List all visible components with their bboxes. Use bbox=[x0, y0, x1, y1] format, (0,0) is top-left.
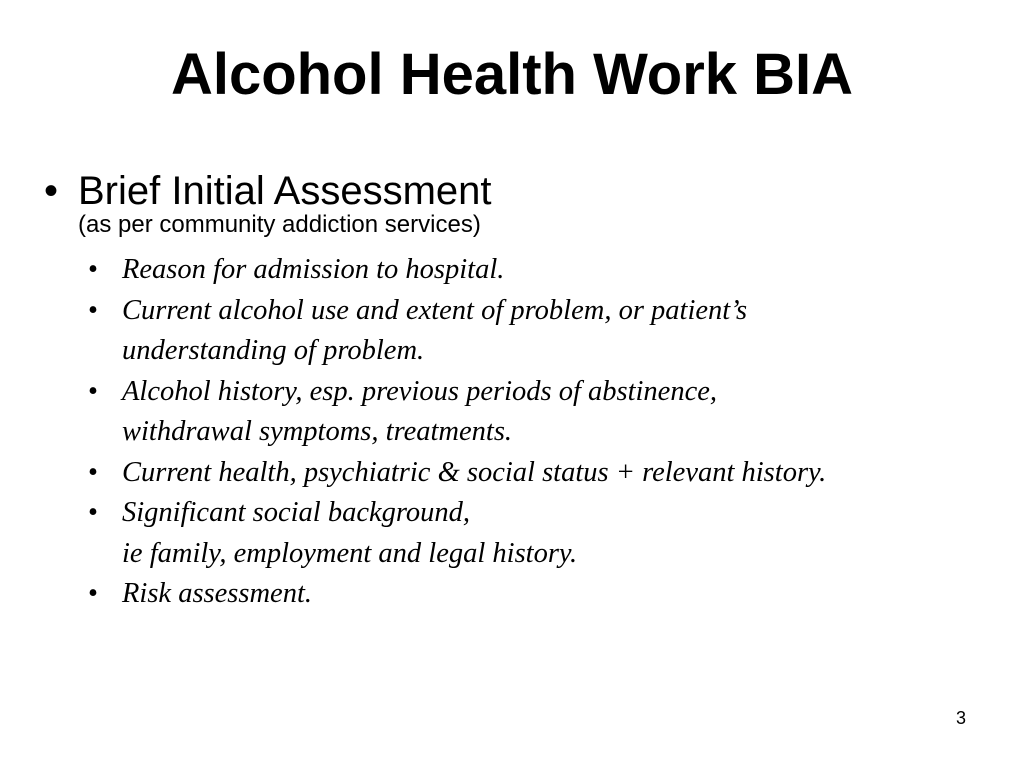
sub-bullet-item bbox=[88, 493, 984, 574]
sub-bullet-list bbox=[44, 250, 984, 615]
sub-bullet-text: Current alcohol use and extent of problem, or patient’s bbox=[122, 294, 748, 326]
slide-title: Alcohol Health Work BIA bbox=[170, 42, 854, 107]
sub-bullet-item bbox=[88, 250, 984, 291]
sub-bullet-text: Alcohol history, esp. previous periods of abstinence, bbox=[122, 375, 717, 407]
sub-bullet-item bbox=[88, 291, 984, 372]
sub-bullet-text-continued: withdrawal symptoms, treatments. bbox=[122, 416, 513, 447]
bullet-list bbox=[44, 166, 984, 615]
sub-bullet-text: Reason for admission to hospital. bbox=[122, 254, 505, 285]
sub-bullet-text: Significant social background, bbox=[122, 497, 471, 528]
page-number: 3 bbox=[955, 708, 966, 728]
sub-bullet-item bbox=[88, 453, 984, 494]
sub-bullet-item bbox=[88, 574, 984, 615]
bullet-icon: • bbox=[88, 578, 98, 609]
main-bullet-text: Brief Initial Assessment bbox=[78, 169, 492, 213]
sub-bullet-text: Current health, psychiatric & social status + relevant history. bbox=[122, 456, 827, 488]
sub-bullet-text-continued: understanding of problem. bbox=[122, 335, 425, 366]
sub-bullet-text: Risk assessment. bbox=[122, 578, 312, 609]
bullet-icon: • bbox=[88, 497, 98, 528]
bullet-icon: • bbox=[88, 294, 98, 326]
main-bullet-subtext: (as per community addiction services) bbox=[78, 211, 481, 238]
main-bullet-item bbox=[44, 166, 984, 240]
bullet-icon: • bbox=[88, 254, 98, 285]
bullet-icon: • bbox=[88, 456, 98, 488]
bullet-icon: • bbox=[44, 169, 59, 213]
bullet-icon: • bbox=[88, 375, 98, 407]
sub-bullet-text-continued: ie family, employment and legal history. bbox=[122, 537, 578, 569]
sub-bullet-item bbox=[88, 372, 984, 453]
